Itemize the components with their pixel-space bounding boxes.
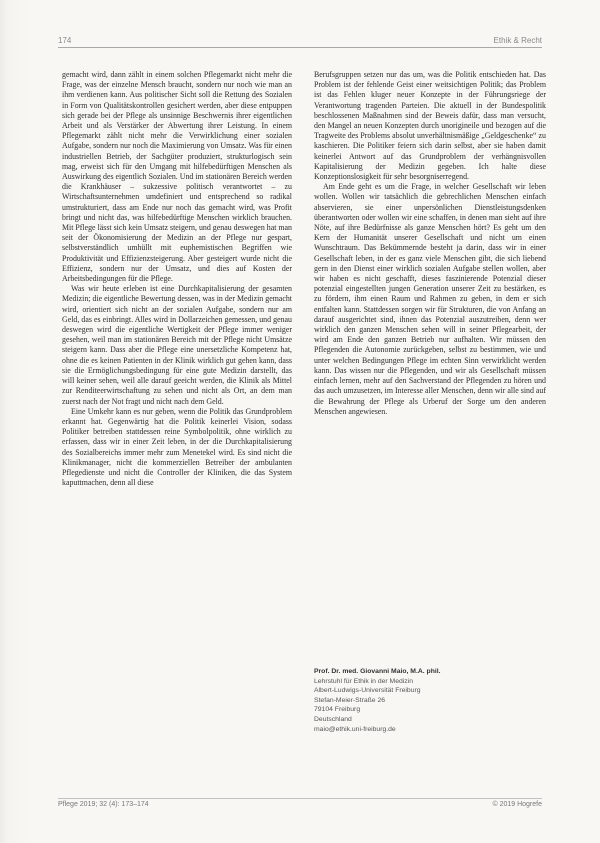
right-column [314,70,546,417]
author-affiliation: Lehrstuhl für Ethik in der Medizin [314,677,413,685]
author-city: 79104 Freiburg [314,706,361,714]
paragraph: Eine Umkehr kann es nur geben, wenn die Politik das Grundproblem erkannt hat. Gegenwärtig hat die Politik keinerlei Vision, sodass Politiker betreiben stattdessen reine Symbolpolitik, ohne wirklich zu erfassen, dass wir in einer Zeit leben, in der die Durchkapitalisierung des Sozialbereichs immer mehr zum Menetekel wird. Es sind nicht die Klinikmanager, nicht die kommerziellen Betreiber der ambulanten Pflegedienste und nicht die Controller der Kliniken, die das System kaputtmachen, denn all diese [62,406,292,488]
author-country: Deutschland [314,715,352,723]
page-number: 174 [58,36,72,45]
author-email[interactable]: maio@ethik.uni-freiburg.de [314,725,396,733]
running-footer [58,801,542,813]
header-rule [58,47,542,48]
paragraph: Am Ende geht es um die Frage, in welcher Gesellschaft wir leben wollen. Wollen wir tatsächlich die gebrechlichen Menschen einfach abservieren, sie einer unpersönlichen Dienstleistungsdenken überantworten oder wollen wir eine schaffen, in denen man sieht auf ihre Nöte, auf ihre Bedürfnisse als ganze Menschen hört? Es geht um den Kern der Humanität unserer Gesellschaft und nicht um einen Wunschtraum. Das Bekümmernde besteht ja darin, dass wir in einer Gesellschaft leben, in der es ganz viele Menschen gibt, die sich liebend gern in den Dienst einer wirklich sozialen Aufgabe stellen wollen, aber wir haben es nicht geschafft, dieses faszinierende Potenzial dieser potenzial eingestellten jungen Generation unserer Zeit zu bestärken, es zu fördern, ihm einen Raum und Rahmen zu geben, in dem er sich entfalten kann. Stattdessen sorgen wir für Strukturen, die von Anfang an darauf ausgerichtet sind, ihnen das Potenzial auszutreiben, denn wer wirklich den ganzen Menschen sehen will in seiner Pflegearbeit, der wird am Ende den ganzen Betrieb nur aufhalten. Wir müssen den Pflegenden die Autonomie zurückgeben, selbst zu bestimmen, wie und unter welchen Bedingungen Pflege im echten Sinn verwirklicht werden kann. Das wissen nur die Pflegenden, und wir als Gesellschaft müssen einfach lernen, mehr auf den Sachverstand der Pflegenden zu hören und das auch umzusetzen, im Interesse aller Menschen, denn wir alle sind auf die Bewahrung der Pflege als Urberuf der Sorge um den anderen Menschen angewiesen. [314,182,546,416]
copyright: © 2019 Hogrefe [492,801,542,808]
section-title: Ethik & Recht [493,36,542,45]
left-column [62,70,292,488]
paragraph: gemacht wird, dann zählt in einem solchen Pflegemarkt nicht mehr die Frage, was der einzelne Mensch braucht, sondern nur noch wie man an ihm verdienen kann. Aus politischer Sicht soll die Rettung des Sozialen in Form von Qualitätskontrollen gesichert werden, aber diese entpuppen sich gerade bei der Pflege als unsinnige Beschwernis ihrer eigentlichen Arbeit und als Verstärker der Abwertung ihrer Leistung. In einem Pflegemarkt zählt nicht mehr die Verwirklichung einer sozialen Aufgabe, sondern nur noch die Maximierung von Umsatz. Was für einen industriellen Betrieb, der Sachgüter produziert, strukturlogisch sein mag, erweist sich für den Umgang mit hilfebedürftigen Menschen als Auswirkung des eigentlich Sozialen. Und im stationären Bereich werden die Krankhäuser – sukzessive politisch verantwortet – zu Wirtschaftsunternehmen umdefiniert und entsprechend so radikal umstrukturiert, dass am Ende nur noch das gemacht wird, was Profit bringt und nicht das, was hilfebedürftige Menschen wirklich brauchen. Mit Pflege lässt sich kein Umsatz steigern, und genau deswegen hat man seit der Ökonomisierung der Medizin an der Pflege nur gespart, selbstverständlich umhüllt mit euphemistischen Begriffen wie Produktivität und Effizienzsteigerung. Aber gesteigert wurde nicht die Effizienz, sondern nur der Umsatz, und dies auf Kosten der Arbeitsbedingungen für die Pflege. [62,70,292,284]
paragraph: Was wir heute erleben ist eine Durchkapitalisierung der gesamten Medizin; die eigentliche Bewertung dessen, was in der Medizin gemacht wird, orientiert sich nicht an der sozialen Aufgabe, sondern nur am Geld, das es einbringt. Alles wird in Dollarzeichen gemessen, und genau deswegen wird die eigentliche Wertigkeit der Pflege immer weniger gesehen, weil man im stationären Bereich mit der Pflege nicht Umsätze steigern kann. Dass aber die Pflege eine unersetzliche Kompetenz hat, ohne die es keinen Patienten in der Klinik wirklich gut gehen kann, dass sie die Ermöglichungsbedingung für eine gute Medizin darstellt, das will keiner sehen, weil alle darauf geeicht werden, die Klinik als Mittel zur Renditeerwirtschaftung zu sehen und nicht als Ort, an dem man zuerst nach der Not fragt und nicht nach dem Geld. [62,284,292,406]
citation: Pflege 2019; 32 (4): 173–174 [58,801,149,808]
author-institution: Albert-Ludwigs-Universität Freiburg [314,687,421,695]
paragraph: Berufsgruppen setzen nur das um, was die Politik entschieden hat. Das Problem ist der fehlende Geist einer weitsichtigen Politik; das Problem ist das Fehlen kluger neuer Konzepte in der Führungsriege der Verantwortung tragenden Parteien. Die aktuell in der Bundespolitik beschlossenen Maßnahmen sind der Beweis dafür, dass man versucht, den Mangel an neuen Konzepten durch unorigineile und bezogen auf die Tragweite des Problems absolut unverhältnismäßige „Geldgeschenke“ zu kaschieren. Die Politiker feiern sich darin selbst, aber sie haben damit keinerlei Antwort auf das Grundproblem der verhängnisvollen Kapitalisierung der Medizin gegeben. Ich halte diese Konzeptionslosigkeit für sehr besorgniserregend. [314,70,546,182]
author-name: Prof. Dr. med. Giovanni Maio, M.A. phil. [314,668,441,675]
author-block [314,667,546,734]
author-street: Stefan-Meier-Straße 26 [314,696,386,704]
footer-rule [58,798,542,799]
